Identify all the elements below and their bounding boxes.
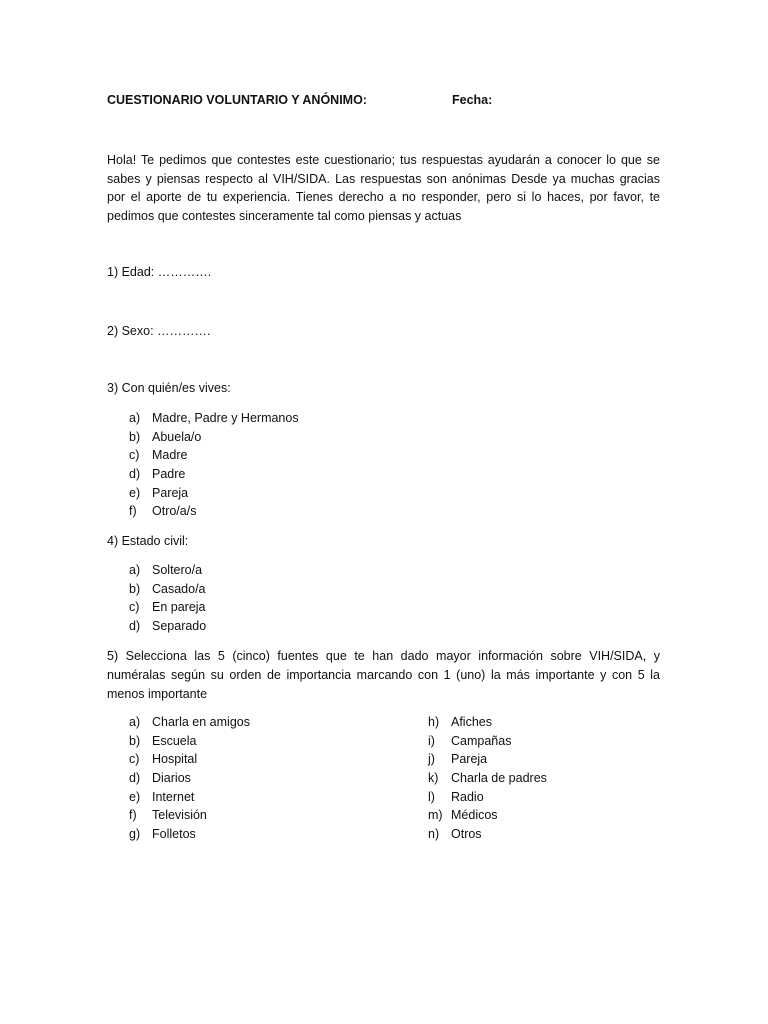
option-letter: i): [428, 733, 435, 748]
list-item: [428, 750, 547, 769]
info-sources-left-options: [129, 713, 250, 844]
option-text: Pareja: [451, 752, 488, 767]
option-letter: a): [129, 411, 141, 425]
option-letter: c): [129, 448, 140, 463]
option-letter: a): [129, 563, 141, 577]
option-text: Afiches: [451, 715, 492, 729]
question-sex: 2) Sexo: ………….: [107, 324, 211, 338]
option-letter: c): [129, 752, 140, 767]
option-letter: c): [129, 600, 140, 615]
info-sources-right-options: [428, 713, 547, 844]
option-text: Otro/a/s: [152, 504, 197, 519]
list-item: [129, 502, 299, 521]
option-text: Internet: [152, 789, 195, 804]
option-letter: l): [428, 789, 435, 804]
list-item: [129, 617, 206, 636]
option-text: Televisión: [152, 808, 207, 823]
list-item: [129, 580, 206, 599]
option-text: Separado: [152, 619, 207, 634]
question-lives-with: 3) Con quién/es vives:: [107, 381, 231, 395]
lives-with-options: [129, 409, 299, 521]
option-text: Hospital: [152, 752, 198, 767]
list-item: [428, 806, 547, 825]
option-text: Pareja: [152, 485, 189, 500]
list-item: [129, 750, 250, 769]
option-text: Folletos: [152, 827, 196, 842]
list-item: [129, 465, 299, 484]
list-item: [428, 769, 547, 788]
option-letter: e): [129, 485, 141, 500]
list-item: [129, 788, 250, 807]
option-letter: b): [129, 733, 141, 748]
list-item: [428, 732, 547, 751]
option-text: Otros: [451, 827, 482, 842]
questionnaire-title: CUESTIONARIO VOLUNTARIO Y ANÓNIMO:: [107, 93, 367, 107]
option-letter: b): [129, 429, 141, 444]
option-text: Madre, Padre y Hermanos: [152, 411, 299, 425]
option-letter: d): [129, 467, 141, 482]
list-item: [129, 428, 299, 447]
option-text: Padre: [152, 467, 186, 482]
option-text: Escuela: [152, 733, 197, 748]
question-info-sources: 5) Selecciona las 5 (cinco) fuentes que te han dado mayor información sobre VIH/SIDA, y numéralas según su orden de importancia marcando con 1 (uno) la más importante y con 5 la menos importante: [107, 649, 660, 701]
option-text: Campañas: [451, 733, 512, 748]
list-item: [129, 732, 250, 751]
option-letter: b): [129, 581, 141, 596]
intro-paragraph: Hola! Te pedimos que contestes este cuestionario; tus respuestas ayudarán a conocer lo que se sabes y piensas respecto al VIH/SIDA. Las respuestas son anónimas Desde ya muchas gracias por el aporte de tu experiencia. Tienes derecho a no responder, pero si lo haces, por favor, te pedimos que contestes sinceramente tal como piensas y actuas: [107, 153, 660, 223]
option-text: Médicos: [451, 808, 498, 823]
date-label: Fecha:: [452, 93, 493, 107]
list-item: [129, 446, 299, 465]
option-text: En pareja: [152, 600, 206, 615]
list-item: [129, 806, 250, 825]
option-text: Abuela/o: [152, 429, 202, 444]
list-item: [129, 561, 206, 580]
list-item: [428, 788, 547, 807]
list-item: [428, 713, 547, 732]
list-item: [129, 825, 250, 844]
question-marital-status: 4) Estado civil:: [107, 534, 189, 548]
option-letter: f): [129, 504, 137, 519]
option-text: Casado/a: [152, 581, 206, 596]
option-letter: m): [428, 808, 443, 823]
option-letter: j): [428, 752, 435, 767]
list-item: [129, 484, 299, 503]
option-letter: g): [129, 827, 141, 842]
marital-status-options: [129, 561, 206, 636]
list-item: [129, 713, 250, 732]
list-item: [129, 769, 250, 788]
option-letter: f): [129, 808, 137, 823]
option-text: Charla de padres: [451, 771, 547, 786]
option-text: Soltero/a: [152, 563, 203, 577]
option-letter: e): [129, 789, 141, 804]
option-letter: h): [428, 715, 440, 729]
option-letter: d): [129, 619, 141, 634]
option-text: Diarios: [152, 771, 191, 786]
option-text: Madre: [152, 448, 188, 463]
question-age: 1) Edad: ………….: [107, 265, 212, 279]
option-text: Charla en amigos: [152, 715, 250, 729]
option-letter: n): [428, 827, 440, 842]
option-text: Radio: [451, 789, 484, 804]
option-letter: k): [428, 771, 439, 786]
option-letter: d): [129, 771, 141, 786]
list-item: [428, 825, 547, 844]
list-item: [129, 409, 299, 428]
list-item: [129, 598, 206, 617]
option-letter: a): [129, 715, 141, 729]
